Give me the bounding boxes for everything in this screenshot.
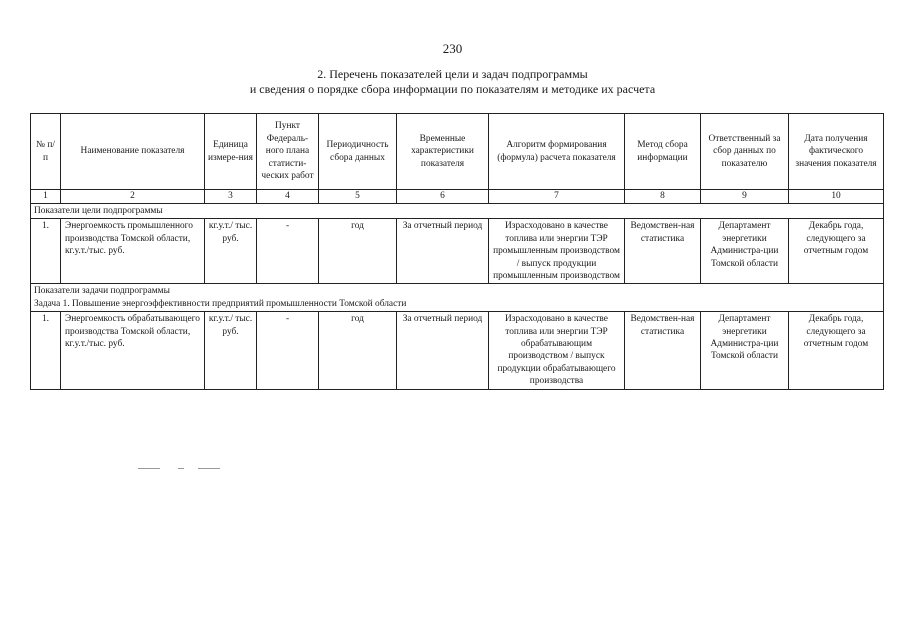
table-row: [31, 219, 884, 284]
algorithm: Израсходовано в качестве топлива или энергии ТЭР обрабатывающим производством / выпуск продукции обрабатывающего производства: [489, 312, 625, 389]
section-goal-row: [31, 204, 884, 219]
task-1-title: Задача 1. Повышение энергоэффективности предприятий промышленности Томской области: [34, 298, 407, 309]
title-line-1: 2. Перечень показателей цели и задач подпрограммы: [317, 67, 588, 81]
column-number: 6: [397, 190, 489, 204]
date-received: Декабрь года, следующего за отчетным годом: [789, 312, 884, 389]
header-row: [31, 114, 884, 190]
row-number: 1.: [31, 219, 61, 284]
column-number: 4: [257, 190, 319, 204]
column-number: 8: [625, 190, 701, 204]
section-goal-label: Показатели цели подпрограммы: [31, 204, 884, 219]
indicator-unit: кг.у.т./ тыс. руб.: [205, 312, 257, 389]
header-algorithm: Алгоритм формирования (формула) расчета показателя: [489, 114, 625, 190]
indicator-unit: кг.у.т./ тыс. руб.: [205, 219, 257, 284]
responsible: Департамент энергетики Администра-ции Томской области: [701, 312, 789, 389]
algorithm: Израсходовано в качестве топлива или энергии ТЭР промышленным производством / выпуск продукции промышленным производством: [489, 219, 625, 284]
header-plan-item: Пункт Федераль-ного плана статисти-ческих работ: [257, 114, 319, 190]
plan-item: -: [257, 312, 319, 389]
scan-artifact: [198, 468, 220, 469]
header-method: Метод сбора информации: [625, 114, 701, 190]
column-number: 10: [789, 190, 884, 204]
column-number: 9: [701, 190, 789, 204]
date-received: Декабрь года, следующего за отчетным годом: [789, 219, 884, 284]
header-name: Наименование показателя: [61, 114, 205, 190]
scan-artifact: [178, 468, 184, 469]
header-number: № п/п: [31, 114, 61, 190]
time-characteristic: За отчетный период: [397, 219, 489, 284]
column-number: 2: [61, 190, 205, 204]
document-title: [0, 67, 905, 97]
header-time: Временные характеристики показателя: [397, 114, 489, 190]
table-row: [31, 312, 884, 389]
row-number: 1.: [31, 312, 61, 389]
header-responsible: Ответственный за сбор данных по показателю: [701, 114, 789, 190]
section-tasks-label: [31, 284, 884, 312]
plan-item: -: [257, 219, 319, 284]
page-number: 230: [442, 41, 463, 56]
scan-artifact: [138, 468, 160, 469]
periodicity: год: [319, 219, 397, 284]
title-line-2: и сведения о порядке сбора информации по показателям и методике их расчета: [249, 82, 656, 96]
indicator-name: Энергоемкость обрабатывающего производства Томской области, кг.у.т./тыс. руб.: [61, 312, 205, 389]
responsible: Департамент энергетики Администра-ции Томской области: [701, 219, 789, 284]
collection-method: Ведомствен-ная статистика: [625, 312, 701, 389]
indicators-table: [30, 113, 884, 390]
section-tasks-title: Показатели задачи подпрограммы: [34, 286, 170, 297]
section-tasks-row: [31, 284, 884, 312]
periodicity: год: [319, 312, 397, 389]
column-number: 5: [319, 190, 397, 204]
header-date: Дата получения фактического значения показателя: [789, 114, 884, 190]
header-unit: Единица измере-ния: [205, 114, 257, 190]
column-number: 3: [205, 190, 257, 204]
time-characteristic: За отчетный период: [397, 312, 489, 389]
collection-method: Ведомствен-ная статистика: [625, 219, 701, 284]
column-number-row: [31, 190, 884, 204]
column-number: 7: [489, 190, 625, 204]
header-periodicity: Периодичность сбора данных: [319, 114, 397, 190]
column-number: 1: [31, 190, 61, 204]
indicator-name: Энергоемкость промышленного производства Томской области, кг.у.т./тыс. руб.: [61, 219, 205, 284]
